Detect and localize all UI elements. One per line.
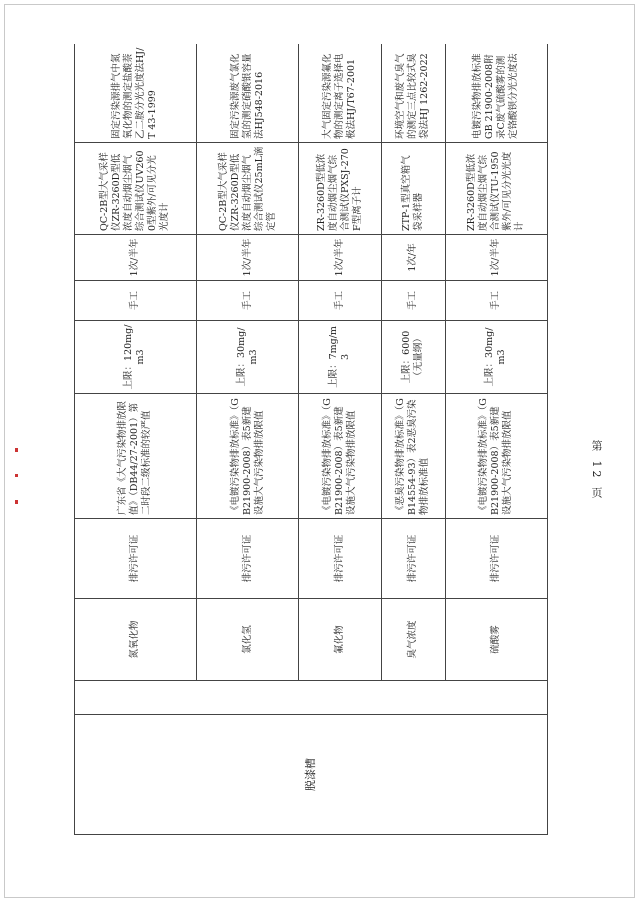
analysis-method-cell: 大气固定污染源氟化物的测定离子选择电极法HJ/T67-2001: [299, 44, 382, 143]
permit-type-cell: 排污许可证: [445, 519, 547, 599]
limit-cell: 上限：6000（无量纲）: [382, 321, 445, 394]
limit-cell: 上限：120mg/m3: [75, 321, 197, 394]
method-cell: 手工: [75, 281, 197, 321]
method-cell: 手工: [196, 281, 298, 321]
limit-cell: 上限：30mg/m3: [445, 321, 547, 394]
analysis-method-cell: 电镀污染物排放标准GB 21900-2008附录C废气硫酸雾的测定铬酸钡分光光度法: [445, 44, 547, 143]
standard-cell: 《电镀污染物排放标准》（GB21900-2008）表5新建设施大气污染物排放限值: [196, 394, 298, 519]
scan-edge-marks: [15, 448, 19, 508]
rotated-page-content: [74, 44, 638, 835]
empty-column-cell: [75, 681, 548, 715]
instrument-cell: QC-2B型大气采样仪ZR-3260D型低浓度自动烟尘烟气综合测试仪25mL滴定管: [196, 143, 298, 235]
table-row: [75, 44, 197, 835]
permit-type-cell: 排污许可证: [196, 519, 298, 599]
standard-cell: 《电镀污染物排放标准》（GB21900-2008）表5新建设施大气污染物排放限值: [299, 394, 382, 519]
frequency-cell: 1次/半年: [196, 235, 298, 281]
standard-cell: 《电镀污染物排放标准》（GB21900-2008）表5新建设施大气污染物排放限值: [445, 394, 547, 519]
pollutant-cell: 氟化物: [299, 599, 382, 681]
process-group-cell: [75, 715, 548, 835]
method-cell: 手工: [299, 281, 382, 321]
group-label: 脱漆槽: [304, 758, 317, 791]
analysis-method-cell: 固定污染源排气中氮氧化物的测定盐酸萘乙二胺分光光度法HJ/T 43-1999: [75, 44, 197, 143]
instrument-cell: ZTP-1型真空箱气袋采样器: [382, 143, 445, 235]
pollutant-cell: 氯化氢: [196, 599, 298, 681]
frequency-cell: 1次/半年: [299, 235, 382, 281]
limit-cell: 上限：30mg/m3: [196, 321, 298, 394]
standard-cell: 广东省《大气污染物排放限值》（DB44/27-2001）第二时段二级标准的较严值: [75, 394, 197, 519]
pollutant-cell: 臭气浓度: [382, 599, 445, 681]
pollutant-cell: 氮氧化物: [75, 599, 197, 681]
monitoring-table: [74, 44, 548, 835]
method-cell: 手工: [382, 281, 445, 321]
permit-type-cell: 排污许可证: [299, 519, 382, 599]
method-cell: 手工: [445, 281, 547, 321]
frequency-cell: 1次/半年: [75, 235, 197, 281]
frequency-cell: 1次/年: [382, 235, 445, 281]
permit-type-cell: 排污许可证: [382, 519, 445, 599]
frequency-cell: 1次/半年: [445, 235, 547, 281]
analysis-method-cell: 固定污染源废气氯化氢的测定硝酸银容量法HJ548-2016: [196, 44, 298, 143]
instrument-cell: ZR-3260D型低浓度自动烟尘烟气综合测试仪TU-1950紫外/可见分光光度计: [445, 143, 547, 235]
standard-cell: 《恶臭污染物排放标准》（GB14554-93）表2恶臭污染物排放标准值: [382, 394, 445, 519]
limit-cell: 上限：7mg/m3: [299, 321, 382, 394]
pollutant-cell: 硫酸雾: [445, 599, 547, 681]
permit-type-cell: 排污许可证: [75, 519, 197, 599]
analysis-method-cell: 环境空气和废气臭气的测定三点比较式臭袋法HJ 1262-2022: [382, 44, 445, 143]
instrument-cell: ZR-3260D型低浓度自动烟尘烟气综合测试仪PXSJ-270F型离子计: [299, 143, 382, 235]
page-number: 第 12 页: [590, 440, 603, 501]
instrument-cell: QC-2B型大气采样仪ZR-3260D型低浓度自动烟尘烟气综合测试仪UV2600型紫外/可见分光光度计: [75, 143, 197, 235]
